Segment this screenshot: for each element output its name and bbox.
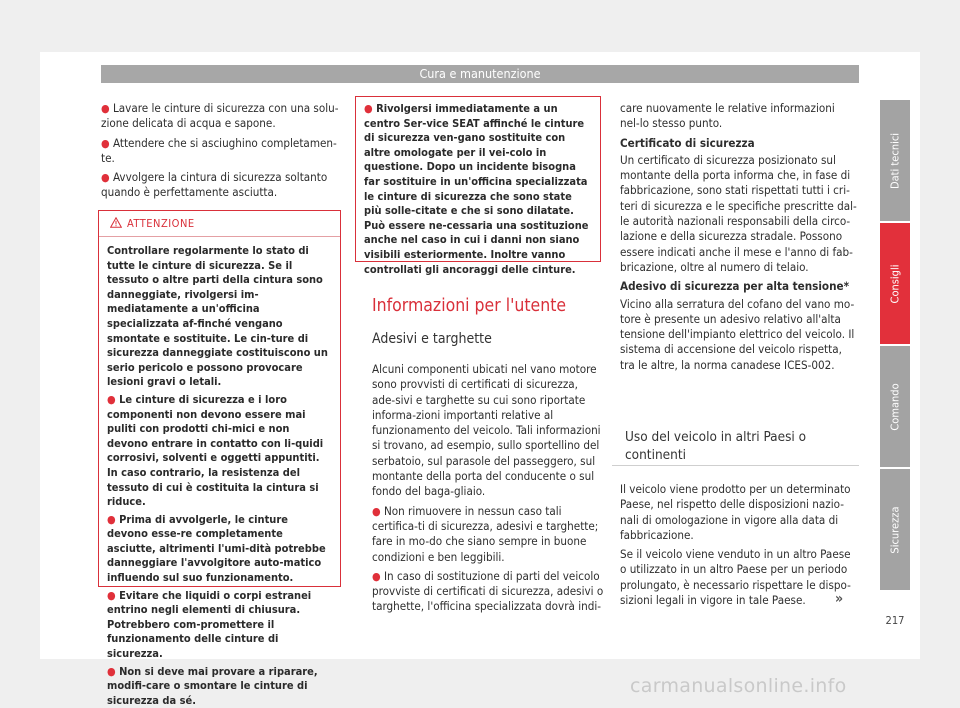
list-item: ● Le cinture di sicurezza e i loro componenti non devono essere mai puliti con prodotti chi-mici e non devono entrare in contatto con li-quidi corrosivi, solventi e oggetti appuntiti. In caso contrario, la resistenza del tessuto di cui è costituita la cintura si riduce. [107,392,324,509]
continue-icon: » [835,591,844,607]
list-item-text: Avvolgere la cintura di sicurezza soltanto quando è perfettamente asciutta. [101,170,328,200]
warning-title-text: ATTENZIONE [127,217,195,230]
list-item-text: Evitare che liquidi o corpi estranei entrino negli elementi di chiusura. Potrebbero com-promettere il funzionamento delle cinture di sicurezza. [107,588,312,661]
tab-consigli[interactable]: Consigli [880,223,910,344]
warning-intro: Controllare regolarmente lo stato di tutte le cinture di sicurezza. Se il tessuto o altre parti della cintura sono danneggiate, rivolgersi im-mediatamente a un'officina specializzata af-finché vengano smontate e sostituite. Le cin-ture di sicurezza danneggiate costituiscono un serio pericolo e possono provocare lesioni gravi o letali. [107,244,328,389]
paragraph: Se il veicolo viene venduto in un altro Paese o utilizzato in un altro Paese per un periodo prolungato, è necessario rispettare le dispo-sizioni legali in vigore in tale Paese. [620,547,851,608]
hv-sticker-title: Adesivo di sicurezza per alta tensione* [620,279,850,294]
paragraph: Alcuni componenti ubicati nel vano motore sono provvisti di certificati di sicurezza, ade-sivi e targhette su cui sono riportate informa-zioni importanti relative al funzionamento del veicolo. Tali informazioni si trovano, ad esempio, sullo sportellino del serbatoio, sul parasole del passeggero, sul montante della porta del conducente o sul fondo del baga-gliaio. [372,362,601,499]
warning-title [99,211,340,237]
warning-box-continued: ● Rivolgersi immediatamente a un centro Ser-vice SEAT affinché le cinture di sicurezza ven-gano sostituite con altre omologate per il vei-colo in questione. Dopo un incidente bisogna far sostituire in un'officina specializzata le cinture di sicurezza che sono state più solle-citate e che si sono dilatate. Può essere ne-cessaria una sostituzione anche nel caso in cui i danni non siano visibili esteriormente. Inoltre vanno controllati gli ancoraggi delle cinture. [355,96,601,262]
tab-sicurezza[interactable]: Sicurezza [880,469,910,590]
paragraph: Vicino alla serratura del cofano del vano mo-tore è presente un adesivo relativo all'alta tensione dell'impianto elettrico del veicolo. Il sistema di accensione del veicolo rispetta, tra le altre, la norma canadese ICES-002. [620,296,855,372]
list-item: ● In caso di sostituzione di parti del veicolo provviste di certificati di sicurezza, adesivi o targhette, l'officina specializzata dovrà indi- [372,568,604,614]
section-heading-2: Uso del veicolo in altri Paesi o continenti [625,429,807,463]
list-item: ● Lavare le cinture di sicurezza con una solu-zione delicata di acqua e sapone. [101,101,339,131]
list-item-text: In caso di sostituzione di parti del veicolo provviste di certificati di sicurezza, adesivi o targhette, l'officina specializzata dovrà indi- [372,568,604,614]
tab-dati-tecnici[interactable]: Dati tecnici [880,100,910,221]
warning-box [98,210,341,707]
list-item-text: Le cinture di sicurezza e i loro componenti non devono essere mai puliti con prodotti chi-mici e non devono entrare in contatto con li-quidi corrosivi, solventi e oggetti appuntiti. In caso contrario, la resistenza del tessuto di cui è costituita la cintura si riduce. [107,392,324,509]
list-item-text: Non si deve mai provare a riparare, modifi-care o smontare le cinture di sicurezza da sé. [107,664,318,707]
list-item-text: Lavare le cinture di sicurezza con una solu-zione delicata di acqua e sapone. [101,101,339,131]
list-item: ● Evitare che liquidi o corpi estranei entrino negli elementi di chiusura. Potrebbero com-promettere il funzionamento delle cinture di sicurezza. [107,588,312,661]
warning-continued-text: Rivolgersi immediatamente a un centro Ser-vice SEAT affinché le cinture di sicurezza ven-gano sostituite con altre omologate per il vei-colo in questione. Dopo un incidente bisogna far sostituire in un'officina specializzata le cinture di sicurezza che sono state più solle-citate e che si sono dilatate. Può essere ne-cessaria una sostituzione anche nel caso in cui i danni non siano visibili esteriormente. Inoltre vanno controllati gli ancoraggi delle cinture. [364,102,589,276]
list-item: ● Non si deve mai provare a riparare, modifi-care o smontare le cinture di sicurezza da sé. [107,664,318,707]
chapter-header: Cura e manutenzione [101,65,859,83]
list-item: ● Non rimuovere in nessun caso tali certifica-ti di sicurezza, adesivi e targhette; fare in mo-do che siano sempre in buone condizioni e ben leggibili. [372,503,599,564]
column-3 [620,101,857,377]
list-item-text: Prima di avvolgerle, le cinture devono esse-re completamente asciutte, altrimenti l'umi-dità potrebbe danneggiare l'avvolgitore auto-matico influendo sul suo funzionamento. [107,512,326,585]
certificate-title: Certificato di sicurezza [620,135,755,150]
list-item-text: Non rimuovere in nessun caso tali certifica-ti di sicurezza, adesivi e targhette; fare in mo-do che siano sempre in buone condizioni e ben leggibili. [372,503,599,564]
list-item: ● Attendere che si asciughino completamen-te. [101,135,337,165]
list-item: ● Prima di avvolgerle, le cinture devono esse-re completamente asciutte, altrimenti l'umi-dità potrebbe danneggiare l'avvolgitore auto-matico influendo sul suo funzionamento. [107,512,326,585]
subsection-heading: Adesivi e targhette [372,331,492,347]
watermark: carmanualsonline.info [630,675,847,697]
list-item-text: Attendere che si asciughino completamen-te. [101,135,337,165]
tab-comando[interactable]: Comando [880,346,910,467]
paragraph: Il veicolo viene prodotto per un determinato Paese, nel rispetto delle disposizioni nazio-nali di omologazione in vigore alla data di fabbricazione. [620,482,851,542]
paragraph: care nuovamente le relative informazioni nel-lo stesso punto. [620,101,835,131]
section-heading: Informazioni per l'utente [372,296,567,316]
column-2 [372,362,604,619]
warning-triangle-icon [110,217,122,228]
page-number: 217 [885,614,905,627]
warning-body [99,237,340,708]
paragraph: Un certificato di sicurezza posizionato sul montante della porta informa che, in fase di fabbricazione, sono stati rispettati tutti i cri-teri di sicurezza e le specifiche prescritte dal-le autorità nazionali responsabili della circo-lazione e della sicurezza stradale. Possono essere indicati anche il mese e l'anno di fab-bricazione, oltre al numero di telaio. [620,152,857,274]
list-item: ● Avvolgere la cintura di sicurezza soltanto quando è perfettamente asciutta. [101,170,328,200]
column-3-lower [620,482,857,612]
column-1 [101,101,341,205]
